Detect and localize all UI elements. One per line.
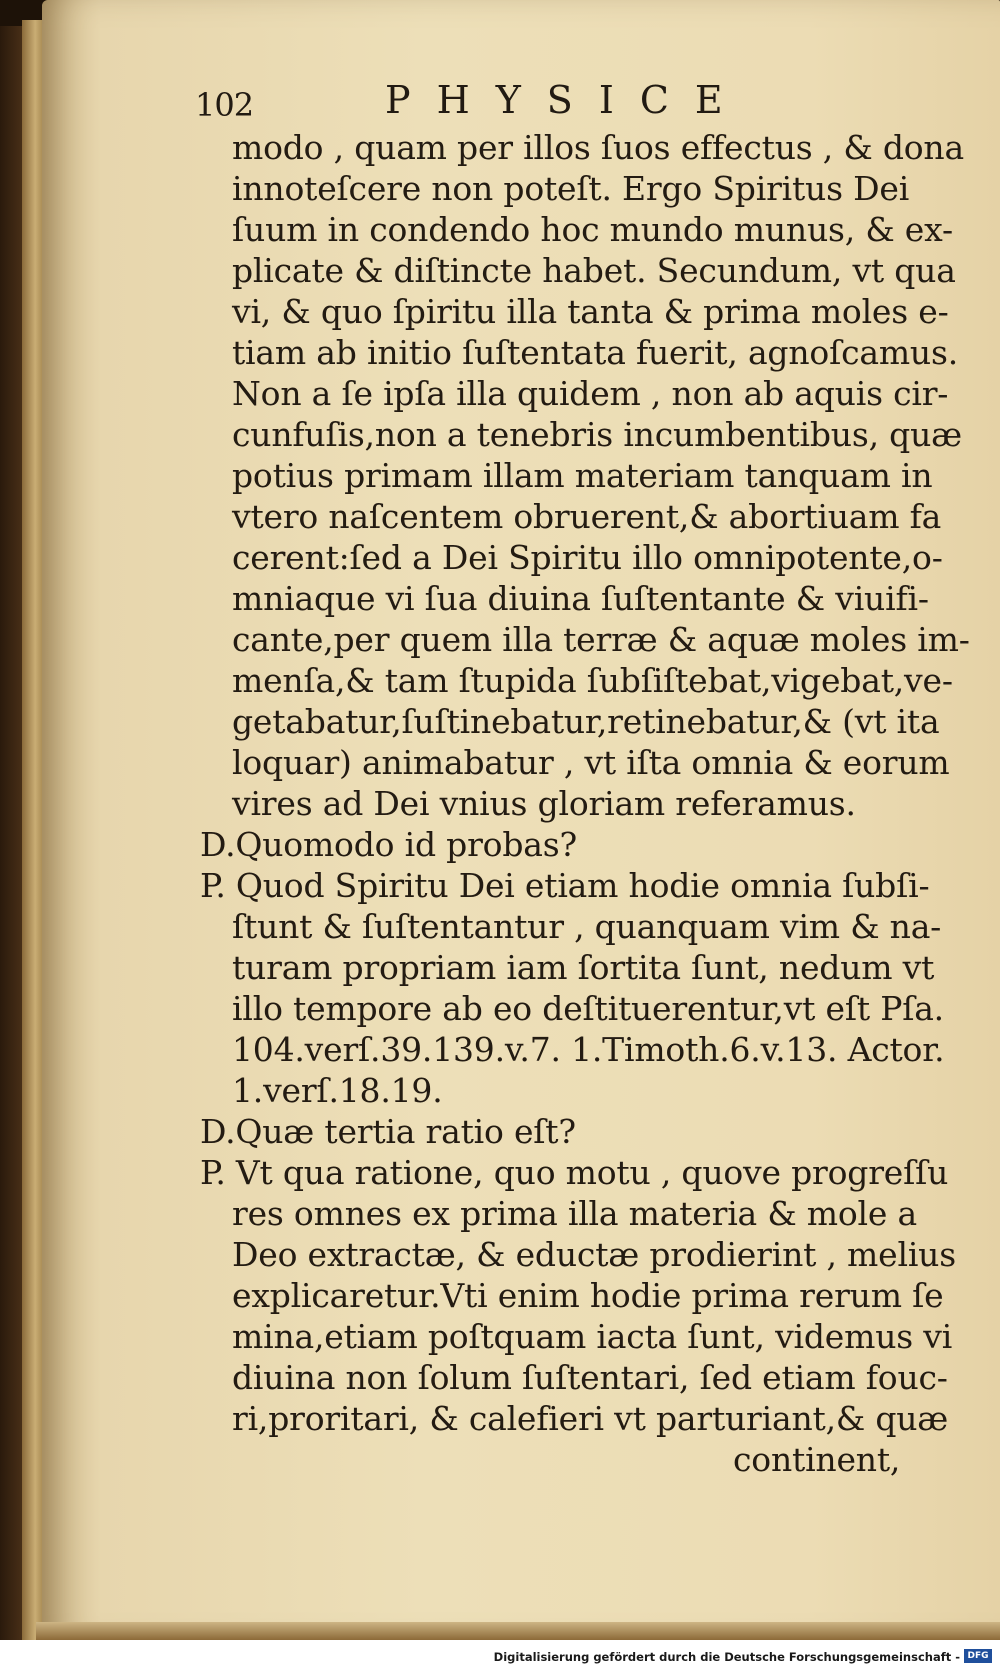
answer-line: P. Vt qua ratione, quo motu , quove progreſſu (200, 1153, 949, 1192)
answer-line: P. Quod Spiritu Dei etiam hodie omnia ſubſi- (200, 866, 930, 905)
running-title: PHYSICE (385, 78, 749, 122)
text-line: mniaque vi ſua diuina ſuſtentante & viuifi- (232, 579, 929, 618)
text-line: ri,proritari, & calefieri vt parturiant,& quæ (232, 1399, 949, 1438)
text-line: explicaretur.Vti enim hodie prima rerum ſe (232, 1276, 944, 1315)
text-line: ſuum in condendo hoc mundo munus, & ex- (232, 210, 953, 249)
dfg-logo: DFG (964, 1649, 992, 1663)
text-line: innoteſcere non poteſt. Ergo Spiritus Dei (232, 169, 910, 208)
text-line: cante,per quem illa terræ & aquæ moles im- (232, 620, 970, 659)
question-line: D.Quomodo id probas? (200, 825, 577, 864)
text-line: Non a ſe ipſa illa quidem , non ab aquis cir- (232, 374, 949, 413)
text-line: cunfuſis,non a tenebris incumbentibus, quæ (232, 415, 962, 454)
text-line: 1.verſ.18.19. (232, 1071, 443, 1110)
text-line: 104.verſ.39.139.v.7. 1.Timoth.6.v.13. Actor. (232, 1030, 945, 1069)
text-line: plicate & diſtincte habet. Secundum, vt qua (232, 251, 956, 290)
text-line: tiam ab initio ſuſtentata fuerit, agnoſcamus. (232, 333, 959, 372)
text-line: potius primam illam materiam tanquam in (232, 456, 933, 495)
text-line: vires ad Dei vnius gloriam referamus. (232, 784, 856, 823)
text-line: menſa,& tam ſtupida ſubſiſtebat,vigebat,ve- (232, 661, 953, 700)
question-line: D.Quæ tertia ratio eſt? (200, 1112, 576, 1151)
text-line: res omnes ex prima illa materia & mole a (232, 1194, 917, 1233)
text-line: mina,etiam poſtquam iacta ſunt, videmus vi (232, 1317, 953, 1356)
funding-credit: Digitalisierung gefördert durch die Deutsche Forschungsgemeinschaft - (493, 1650, 960, 1664)
text-line: illo tempore ab eo deſtituerentur,vt eſt Pſa. (232, 989, 944, 1028)
page-bottom-edge (36, 1622, 1000, 1640)
page-number: 102 (195, 86, 254, 124)
text-line: Deo extractæ, & eductæ prodierint , melius (232, 1235, 956, 1274)
text-line: ſtunt & ſuſtentantur , quanquam vim & na- (232, 907, 942, 946)
text-line: loquar) animabatur , vt iſta omnia & eorum (232, 743, 950, 782)
footer-bar (0, 1640, 1000, 1671)
page-header (195, 68, 915, 128)
text-line: cerent:ſed a Dei Spiritu illo omnipotente,o- (232, 538, 943, 577)
text-line: turam propriam iam ſortita ſunt, nedum vt (232, 948, 935, 987)
text-line: vtero naſcentem obruerent,& abortiuam fa (232, 497, 942, 536)
text-line: diuina non ſolum ſuſtentari, ſed etiam fouc- (232, 1358, 948, 1397)
text-line: vi, & quo ſpiritu illa tanta & prima moles e- (232, 292, 949, 331)
text-line: getabatur,ſuſtinebatur,retinebatur,& (vt ita (232, 702, 940, 741)
page-stack-edge (22, 20, 44, 1640)
text-line: modo , quam per illos ſuos effectus , & dona (232, 128, 964, 167)
catchword: continent, (733, 1440, 901, 1479)
